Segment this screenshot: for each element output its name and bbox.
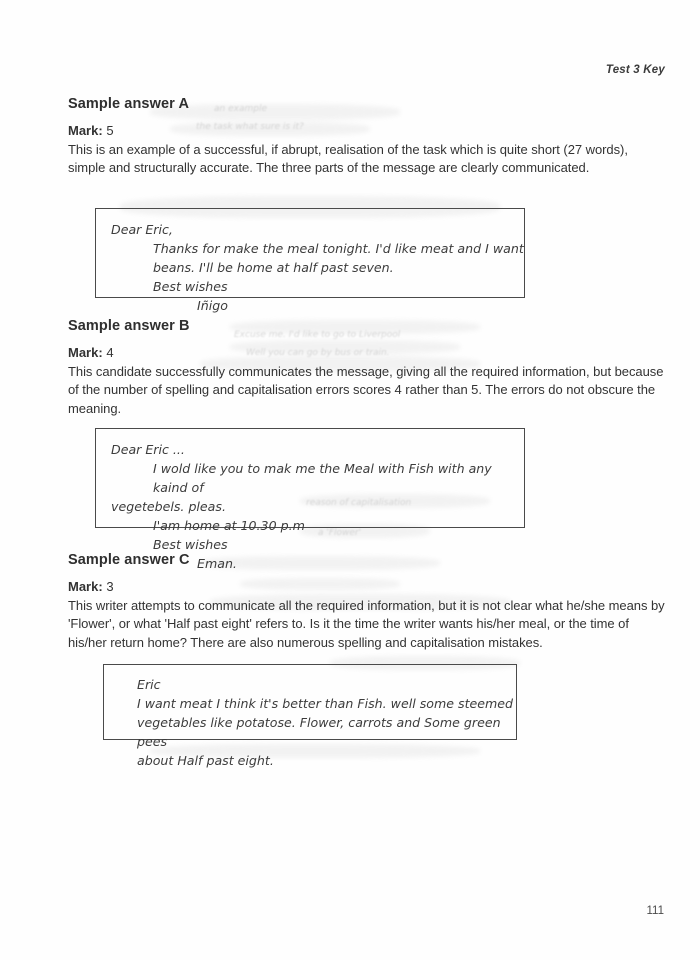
answer-line: Best wishes (153, 537, 228, 552)
sample-answer-c-mark (68, 579, 668, 594)
sample-answer-c-title: Sample answer C (68, 552, 190, 568)
answer-signature: Iñigo (197, 298, 228, 313)
bleed-through-text: Excuse me. I'd like to go to Liverpool (234, 330, 401, 340)
running-head: Test 3 Key (605, 64, 665, 76)
bleed-through-text: reason of capitalisation (306, 498, 412, 508)
sample-answer-a-section (68, 96, 668, 313)
sample-answer-c-commentary: This writer attempts to communicate all the required information, but it is not clear what he/she means by 'Flower', or what 'Half past eight' refers to. Is it the time the writer wants his/her meal, or the time of his/her return home? There are also numerous spelling and capitalisation mistakes. (68, 598, 665, 650)
bleed-through-text: Well you can go by bus or train. (246, 348, 390, 358)
sample-answer-a-title: Sample answer A (68, 96, 190, 112)
sample-answer-a-script-box (95, 208, 525, 313)
answer-line: Dear Eric ... (111, 442, 185, 457)
answer-line: Eric (137, 677, 161, 692)
sample-answer-c-script-box (103, 664, 517, 768)
mark-label: Mark: (68, 345, 103, 360)
answer-line: I want meat I think it's better than Fish. well some steemed (137, 696, 514, 711)
sample-answer-b-commentary: This candidate successfully communicates the message, giving all the required information, but because of the number of spelling and capitalisation errors scores 4 rather than 5. The errors do not obscure the meaning. (68, 364, 664, 416)
bleed-through-text: a 'Flower' (318, 528, 362, 538)
sample-answer-c-section (68, 552, 668, 768)
answer-signature: Eman. (197, 556, 237, 571)
answer-line: vegetebels. pleas. (111, 499, 226, 514)
answer-line: Best wishes (153, 279, 228, 294)
answer-line: Dear Eric, (111, 222, 173, 237)
mark-value: 3 (106, 579, 114, 594)
mark-label: Mark: (68, 579, 103, 594)
answer-line: vegetables like potatose. Flower, carrots and Some green pees (137, 715, 505, 749)
bleed-through-text: an example (214, 104, 267, 114)
sample-answer-a-commentary: This is an example of a successful, if abrupt, realisation of the task which is quite short (27 words), simple and structurally accurate. The three parts of the message are clearly communicated. (68, 142, 628, 176)
mark-label: Mark: (68, 123, 103, 138)
sample-answer-a-mark (68, 123, 668, 138)
answer-line: Thanks for make the meal tonight. I'd like meat and I want (153, 241, 524, 256)
answer-line: beans. I'll be home at half past seven. (153, 260, 394, 275)
page-number: 111 (646, 905, 664, 917)
sample-answer-b-mark (68, 345, 668, 360)
answer-line: about Half past eight. (137, 753, 274, 768)
answer-line: I wold like you to mak me the Meal with Fish with any kaind of (153, 461, 496, 495)
mark-value: 5 (106, 123, 114, 138)
sample-answer-b-title: Sample answer B (68, 318, 190, 334)
mark-value: 4 (106, 345, 114, 360)
bleed-through-text: the task what sure is it? (196, 122, 304, 132)
answer-line: I'am home at 10.30 p.m (153, 518, 305, 533)
